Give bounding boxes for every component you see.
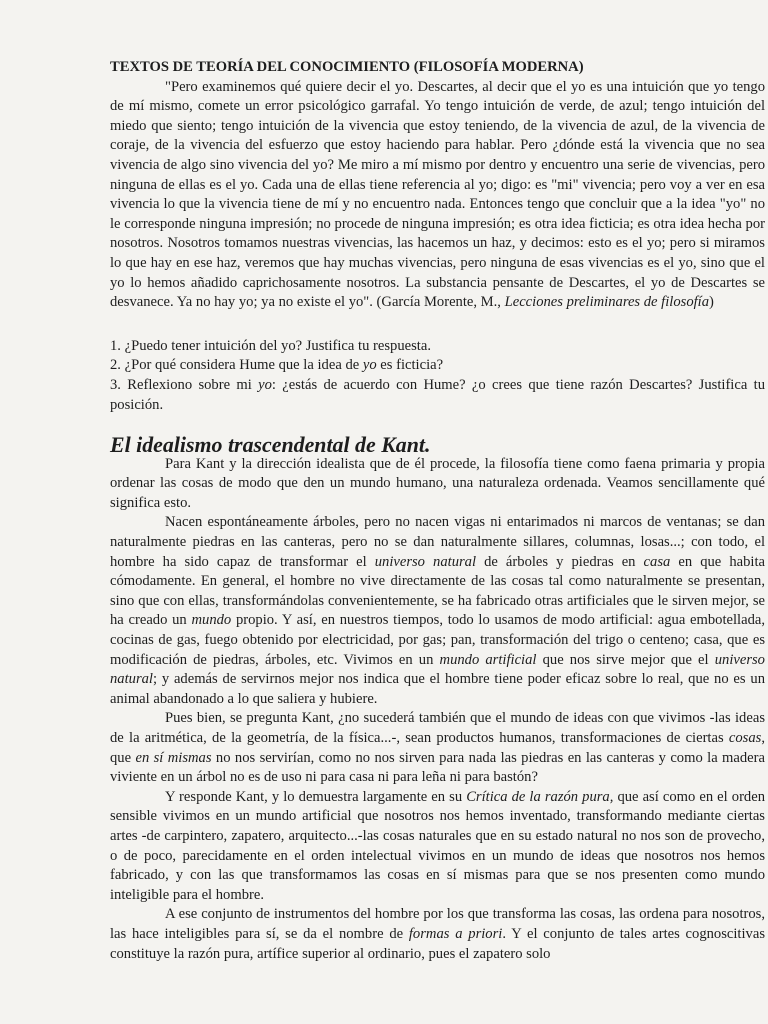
quote-paragraph: [110, 78, 765, 313]
p2-text-d: propio. Y así, en nuestros tiempos, todo lo usamos de modo artificial: agua embotellada, cocinas de gas, fuego obtenido por electricidad, por gas; pan, transformación del trigo o centeno; casa, que es modificación de piedras, árboles, etc. Vivimos en un: [110, 612, 765, 668]
question-1: 1. ¿Puedo tener intuición del yo? Justifica tu respuesta.: [110, 337, 431, 354]
section-title: El idealismo trascendental de Kant.: [110, 432, 431, 458]
question-3-text-a: 3. Reflexiono sobre mi: [110, 376, 259, 393]
question-2-emphasis: yo: [362, 357, 377, 374]
document-title: TEXTOS DE TEORÍA DEL CONOCIMIENTO (FILOSOFÍA MODERNA): [110, 59, 584, 75]
p2-text-e: que nos sirve mejor que el: [536, 651, 715, 668]
p2-emphasis-4: mundo artificial: [439, 651, 537, 668]
p3-emphasis-1: cosas: [728, 730, 762, 746]
section-paragraph-3: [110, 709, 765, 787]
question-2: [110, 356, 765, 376]
question-3-emphasis: yo: [258, 376, 272, 393]
p2-emphasis-3: mundo: [191, 612, 232, 629]
section-paragraph-4: [110, 788, 765, 906]
quote-source-title: Lecciones preliminares de filosofía: [504, 294, 710, 311]
p3-emphasis-2: en sí mismas: [135, 749, 212, 766]
p3-text-b: , que: [110, 730, 765, 766]
questions-list: [110, 337, 765, 415]
section-paragraph-5: [110, 905, 765, 964]
question-3: [110, 376, 765, 415]
p2-emphasis-5: universo natural: [110, 651, 765, 688]
p4-emphasis-1: Crítica de la razón pura,: [466, 788, 614, 805]
p5-text-b: . Y el conjunto de tales artes cognoscitivas constituye la razón pura, artífice superior al ordinario, pues el zapatero solo: [110, 925, 765, 962]
p4-text-b: que así como en el orden sensible vivimos en un mundo artificial que nosotros nos hemos inventado, transformando mediante ciertas artes -de carpintero, zapatero, arquitecto...-las cosas naturales que en su estado natural no nos son de provecho, o de poco, parecidamente en el orden intelectual vivimos en un mundo de ideas que nosotros nos hemos fabricado, y con las que transformamos las cosas en sí mismas para que se nos presenten como mundo inteligible para el hombre.: [110, 788, 765, 903]
quote-text: "Pero examinemos qué quiere decir el yo. Descartes, al decir que el yo es una intuición que yo tengo de mí mismo, comete un error psicológico garrafal. Yo tengo intuición de verde, de azul; tengo intuición del miedo que siento; tengo intuición de la vivencia que estoy teniendo, de la vivencia de azul, de la vivencia de coraje, de la vivencia del esfuerzo que estoy haciendo para hablar. Pero ¿dónde está la vivencia que no sea vivencia de algo sino vivencia del yo? Me miro a mí mismo por dentro y encuentro una serie de vivencias, pero ninguna de ellas es el yo. Cada una de ellas tiene referencia al yo; digo: es "mi" vivencia; pero voy a ver en esa vivencia lo que la vivencia tiene de mí y no encuentro nada. Entonces tengo que concluir que a la idea "yo" no le corresponde ninguna impresión; no procede de ninguna impresión; es otra idea ficticia; es otra idea hecha por nosotros. Nosotros tomamos nuestras vivencias, las hacemos un haz, y decimos: esto es el yo; pero si miramos lo que hay en ese haz, veremos que hay muchas vivencias, pero ninguna de esas vivencias es el yo, sino que el yo lo hemos añadido caprichosamente nosotros. La substancia pensante de Descartes, el yo de Descartes se desvanece. Ya no hay yo; ya no existe el yo". (García Morente, M.,: [110, 78, 765, 311]
section-paragraph-2: [110, 513, 765, 709]
p5-emphasis-1: formas a priori: [408, 925, 503, 942]
text-column: [110, 58, 765, 964]
p2-text-c: en que habita cómodamente. En general, el hombre no vive directamente de las cosas tal como naturalmente se presentan, sino que con ellas, transformándolas convenientemente, se ha fabricado otras artificiales que le sirven mejor, se ha creado un: [110, 553, 766, 629]
p2-emphasis-2: casa: [643, 553, 671, 570]
p2-text-a: Nacen espontáneamente árboles, pero no nacen vigas ni entarimados ni marcos de ventanas; se dan naturalmente piedras en las canteras, pero no se dan naturalmente sillares, columnas, losas...; con todo, el hombre ha sido capaz de transformar el: [110, 514, 765, 570]
section-paragraph-1: Para Kant y la dirección idealista que de él procede, la filosofía tiene como faena primaria y propia ordenar las cosas de modo que den un mundo humano, una naturaleza ordenada. Veamos sencillamente qué significa esto.: [110, 455, 765, 511]
question-2-text-b: es ficticia?: [376, 357, 444, 374]
p5-text-a: A ese conjunto de instrumentos del hombre por los que transforma las cosas, las ordena para nosotros, las hace inteligibles para sí, se da el nombre de: [110, 906, 765, 942]
question-2-text-a: 2. ¿Por qué considera Hume que la idea de: [110, 357, 363, 374]
question-3-text-b: : ¿estás de acuerdo con Hume? ¿o crees que tiene razón Descartes? Justifica tu posición.: [110, 376, 765, 413]
p2-emphasis-1: universo natural: [374, 553, 477, 570]
p2-text-b: de árboles y piedras en: [476, 553, 644, 570]
quote-closing: ): [709, 294, 714, 311]
p3-text-a: Pues bien, se pregunta Kant, ¿no sucederá también que el mundo de ideas con que vivimos -las ideas de la aritmética, de la geometría, de la física...-, sean productos humanos, transformaciones de ciertas: [110, 710, 765, 746]
p3-text-c: no nos servirían, como no nos sirven para nada las piedras en las canteras y como la madera viviente en un árbol no es de uso ni para casa ni para leña ni para bastón?: [110, 749, 765, 786]
p4-text-a: Y responde Kant, y lo demuestra largamente en su: [165, 788, 467, 805]
p2-text-f: ; y además de servirnos mejor nos indica que el hombre tiene poder eficaz sobre lo real, que no es un animal abandonado a lo que saliera y hubiere.: [110, 671, 765, 707]
